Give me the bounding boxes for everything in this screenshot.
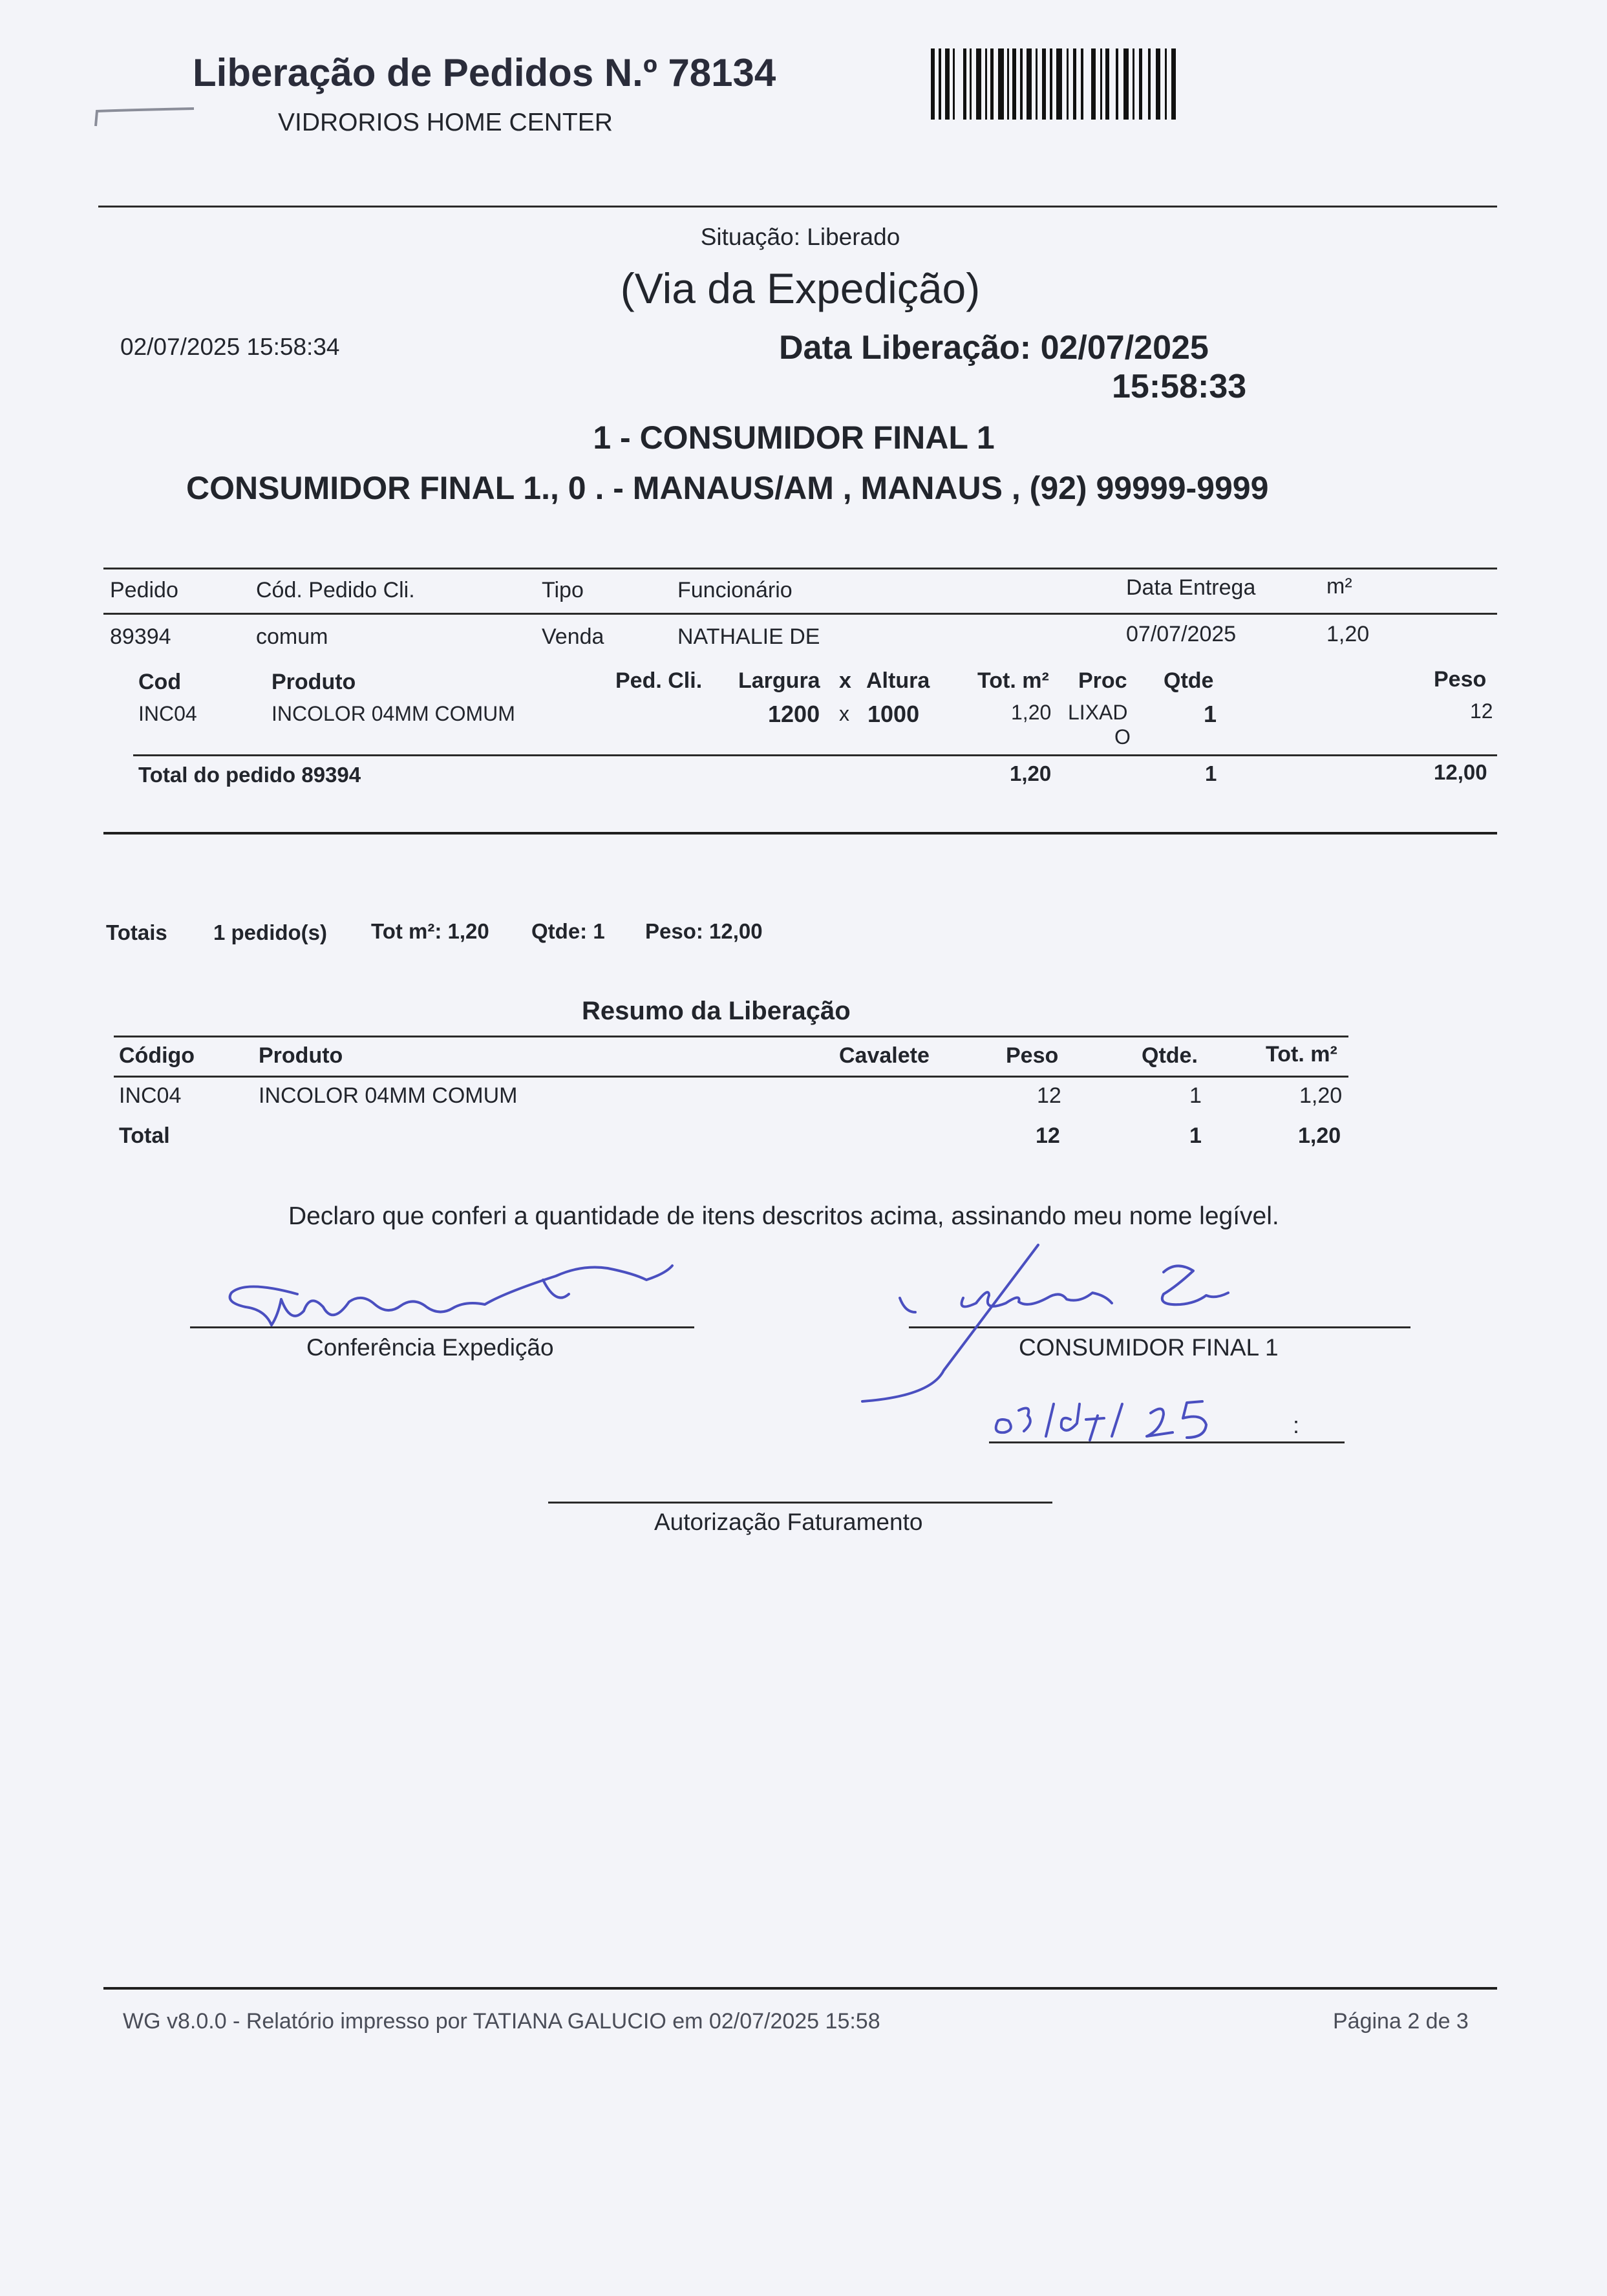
- autorizacao-label: Autorização Faturamento: [654, 1509, 923, 1535]
- item-proc: LIXAD: [1068, 701, 1128, 724]
- date-colon: :: [1293, 1412, 1300, 1438]
- item-total-divider: [133, 754, 1497, 756]
- col-funcionario-header: Funcionário: [677, 578, 793, 602]
- resumo-qtde: 1: [1189, 1083, 1202, 1108]
- resumo-peso-header: Peso: [1006, 1043, 1059, 1068]
- header-divider: [98, 206, 1497, 207]
- totais-m2: Tot m²: 1,20: [371, 919, 489, 943]
- col-pedido-header: Pedido: [110, 578, 178, 602]
- order-m2: 1,20: [1326, 622, 1370, 646]
- conferencia-label: Conferência Expedição: [306, 1334, 554, 1361]
- signature-line-autorizacao: [548, 1502, 1052, 1504]
- resumo-title: Resumo da Liberação: [582, 997, 851, 1025]
- order-total-m2: 1,20: [1010, 761, 1052, 785]
- order-data-entrega: 07/07/2025: [1126, 622, 1237, 646]
- client-name: 1 - CONSUMIDOR FINAL 1: [593, 420, 995, 456]
- data-liberacao: Data Liberação: 02/07/2025: [779, 329, 1209, 367]
- via-title: (Via da Expedição): [620, 264, 981, 312]
- item-proc-line2: O: [1114, 725, 1131, 749]
- resumo-qtde-header: Qtde.: [1142, 1043, 1198, 1068]
- resumo-produto: INCOLOR 04MM COMUM: [259, 1083, 518, 1108]
- client-address: CONSUMIDOR FINAL 1., 0 . - MANAUS/AM , MANAUS , (92) 99999-9999: [186, 470, 1269, 506]
- barcode: [931, 48, 1176, 120]
- print-datetime: 02/07/2025 15:58:34: [120, 334, 340, 360]
- footer-divider: [103, 1987, 1497, 1990]
- totais-qtde: Qtde: 1: [531, 919, 605, 943]
- resumo-totm2: 1,20: [1299, 1083, 1343, 1108]
- resumo-total-label: Total: [119, 1123, 170, 1148]
- handwritten-date-text: [989, 1385, 1261, 1436]
- item-altura: 1000: [867, 701, 920, 727]
- resumo-codigo-header: Código: [119, 1043, 195, 1068]
- item-peso-header: Peso: [1434, 667, 1487, 692]
- totais-label: Totais: [106, 920, 167, 944]
- signature-conferencia: [220, 1254, 685, 1351]
- order-table-top: [103, 568, 1497, 569]
- item-largura-header: Largura: [738, 668, 820, 693]
- item-totm2-header: Tot. m²: [977, 668, 1049, 693]
- item-largura: 1200: [768, 701, 820, 727]
- item-totm2: 1,20: [1011, 701, 1052, 724]
- signature-consumidor: [853, 1241, 1306, 1409]
- col-cod-pedido-header: Cód. Pedido Cli.: [256, 578, 415, 602]
- resumo-total-qtde: 1: [1189, 1123, 1202, 1148]
- item-qtde-header: Qtde: [1164, 668, 1214, 693]
- item-produto: INCOLOR 04MM COMUM: [271, 702, 515, 725]
- col-data-entrega-header: Data Entrega: [1126, 575, 1256, 600]
- data-liberacao-time: 15:58:33: [1112, 368, 1247, 405]
- resumo-totm2-header: Tot. m²: [1266, 1042, 1337, 1067]
- resumo-total-totm2: 1,20: [1298, 1123, 1341, 1148]
- page-title: Liberação de Pedidos N.º 78134: [193, 51, 776, 94]
- company-name: VIDRORIOS HOME CENTER: [278, 109, 613, 136]
- totais-pedidos: 1 pedido(s): [213, 920, 328, 944]
- item-x: x: [839, 702, 849, 725]
- consumidor-label: CONSUMIDOR FINAL 1: [1019, 1334, 1279, 1361]
- resumo-produto-header: Produto: [259, 1043, 343, 1068]
- item-proc-header: Proc: [1078, 668, 1127, 693]
- order-funcionario: NATHALIE DE: [677, 624, 820, 649]
- resumo-top-line: [114, 1036, 1348, 1037]
- order-total-qtde: 1: [1205, 761, 1217, 785]
- situacao-label: Situação: Liberado: [700, 224, 900, 250]
- item-peso: 12: [1470, 699, 1493, 723]
- item-pedcli-header: Ped. Cli.: [615, 668, 703, 693]
- resumo-peso: 12: [1037, 1083, 1061, 1108]
- col-m2-header: m²: [1326, 574, 1352, 599]
- item-x-header: x: [839, 668, 851, 693]
- order-table-bottom: [103, 832, 1497, 834]
- order-total-label: Total do pedido 89394: [138, 763, 361, 787]
- handwritten-date: [989, 1385, 1345, 1443]
- order-cod-pedido: comum: [256, 624, 328, 649]
- order-pedido: 89394: [110, 624, 171, 649]
- totais-peso: Peso: 12,00: [645, 919, 763, 943]
- item-qtde: 1: [1204, 701, 1217, 727]
- resumo-codigo: INC04: [119, 1083, 182, 1108]
- resumo-header-divider: [114, 1076, 1348, 1078]
- staple-mark: [90, 97, 200, 129]
- date-line: [989, 1441, 1345, 1443]
- footer-page-number: Página 2 de 3: [1333, 2009, 1469, 2034]
- order-tipo: Venda: [542, 624, 604, 649]
- col-tipo-header: Tipo: [542, 578, 584, 602]
- item-cod: INC04: [138, 702, 197, 725]
- footer-printed-by: WG v8.0.0 - Relatório impresso por TATIANA GALUCIO em 02/07/2025 15:58: [123, 2009, 880, 2034]
- item-produto-header: Produto: [271, 670, 356, 694]
- item-altura-header: Altura: [866, 668, 930, 693]
- resumo-cavalete-header: Cavalete: [839, 1043, 930, 1068]
- order-total-peso: 12,00: [1434, 760, 1487, 784]
- item-cod-header: Cod: [138, 670, 182, 694]
- resumo-total-peso: 12: [1036, 1123, 1060, 1148]
- declaration-text: Declaro que conferi a quantidade de itens descritos acima, assinando meu nome legível.: [288, 1202, 1279, 1230]
- order-header-divider: [103, 613, 1497, 615]
